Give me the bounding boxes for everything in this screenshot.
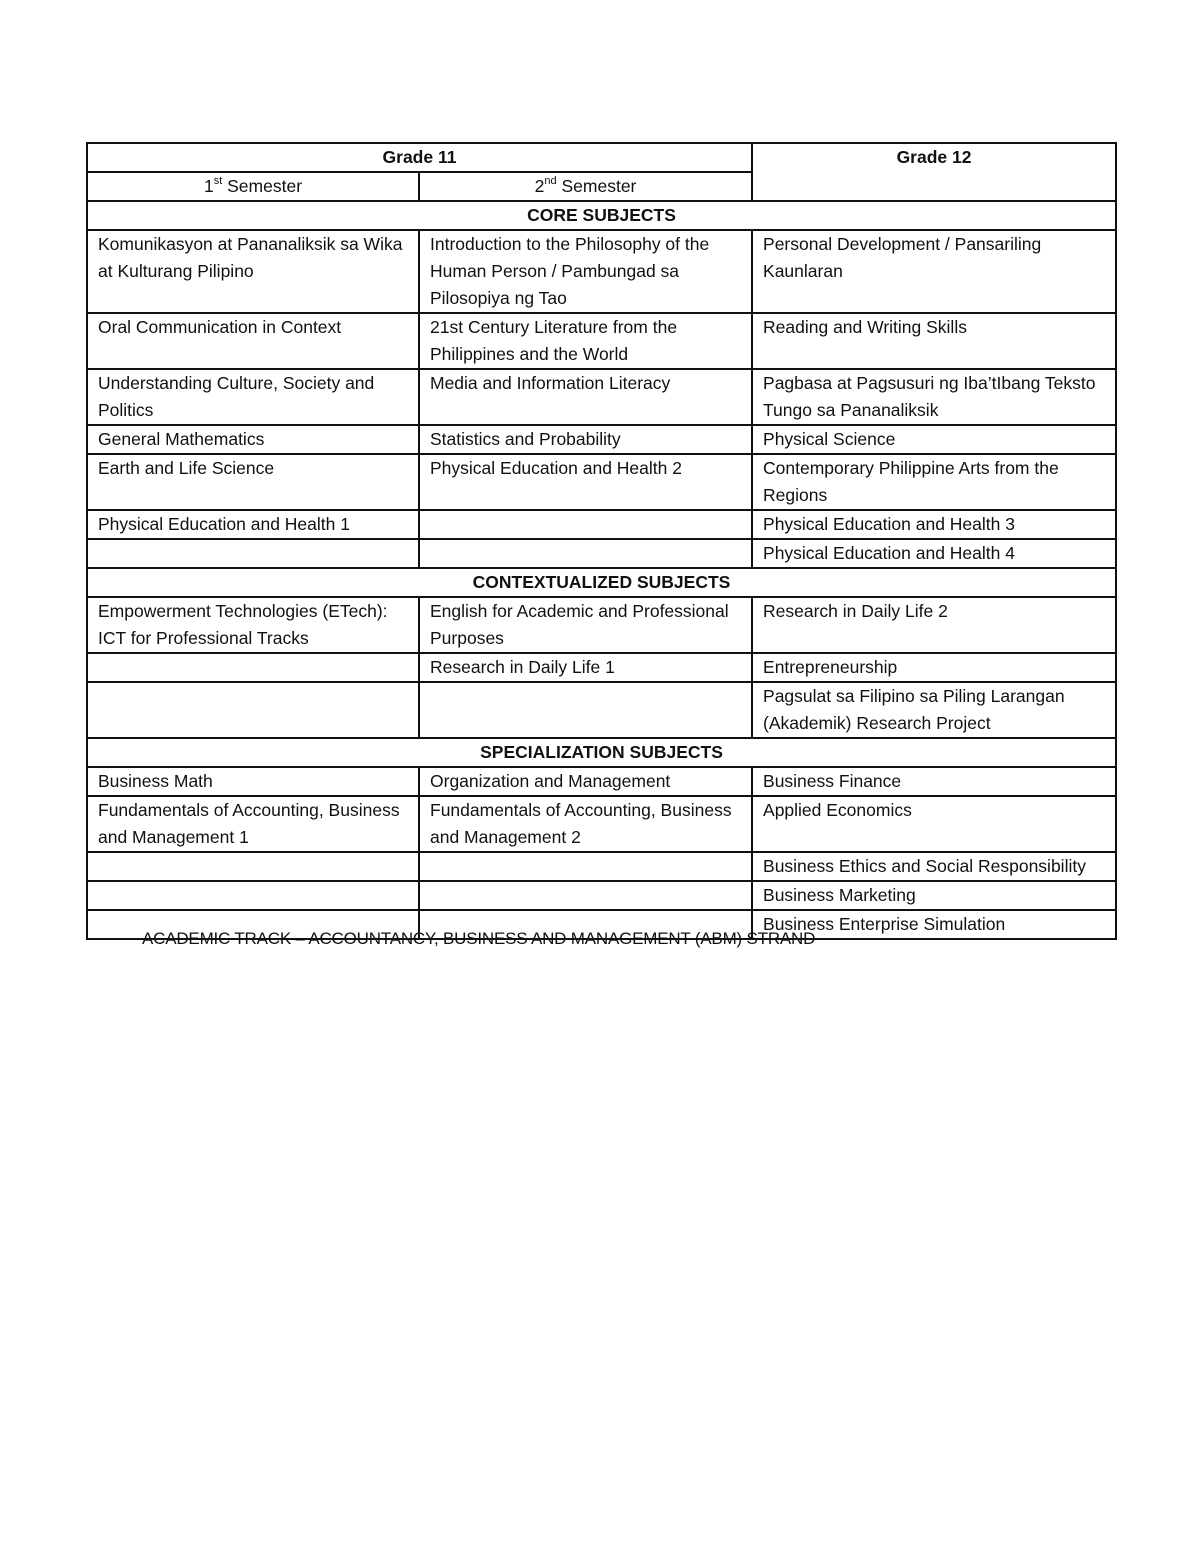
subject-cell-grade11-sem1: Oral Communication in Context — [87, 313, 419, 369]
subject-cell-grade11-sem1 — [87, 852, 419, 881]
subject-cell-grade12: Business Finance — [752, 767, 1116, 796]
subject-cell-grade11-sem2: Media and Information Literacy — [419, 369, 752, 425]
section-header-row — [87, 738, 1116, 767]
section-title: CONTEXTUALIZED SUBJECTS — [87, 568, 1116, 597]
subject-cell-grade12: Research in Daily Life 2 — [752, 597, 1116, 653]
subject-cell-grade12: Business Marketing — [752, 881, 1116, 910]
subject-cell-grade11-sem2 — [419, 682, 752, 738]
subject-cell-grade12: Pagsulat sa Filipino sa Piling Larangan (Akademik) Research Project — [752, 682, 1116, 738]
subject-row — [87, 425, 1116, 454]
subject-cell-grade12: Physical Science — [752, 425, 1116, 454]
subject-cell-grade12: Contemporary Philippine Arts from the Regions — [752, 454, 1116, 510]
subject-row — [87, 313, 1116, 369]
subject-cell-grade12: Personal Development / Pansariling Kaunlaran — [752, 230, 1116, 313]
subject-cell-grade12: Pagbasa at Pagsusuri ng Iba’tIbang Teksto Tungo sa Pananaliksik — [752, 369, 1116, 425]
subject-cell-grade11-sem2 — [419, 539, 752, 568]
subject-row — [87, 230, 1116, 313]
subject-cell-grade12: Business Ethics and Social Responsibility — [752, 852, 1116, 881]
subject-row — [87, 796, 1116, 852]
curriculum-table — [86, 142, 1117, 940]
subject-row — [87, 454, 1116, 510]
subject-cell-grade11-sem1: Physical Education and Health 1 — [87, 510, 419, 539]
subject-cell-grade11-sem2: English for Academic and Professional Purposes — [419, 597, 752, 653]
second-semester-header: 2nd Semester — [419, 172, 752, 201]
section-header-row — [87, 201, 1116, 230]
subject-cell-grade11-sem1 — [87, 653, 419, 682]
subject-cell-grade11-sem1 — [87, 881, 419, 910]
section-title: CORE SUBJECTS — [87, 201, 1116, 230]
grade-header-row — [87, 143, 1116, 172]
subject-cell-grade11-sem1: Empowerment Technologies (ETech): ICT for Professional Tracks — [87, 597, 419, 653]
subject-cell-grade11-sem1: Komunikasyon at Pananaliksik sa Wika at Kulturang Pilipino — [87, 230, 419, 313]
subject-cell-grade12: Physical Education and Health 4 — [752, 539, 1116, 568]
subject-cell-grade12: Applied Economics — [752, 796, 1116, 852]
subject-cell-grade11-sem1: Business Math — [87, 767, 419, 796]
subject-cell-grade11-sem2: Statistics and Probability — [419, 425, 752, 454]
subject-cell-grade11-sem2: Research in Daily Life 1 — [419, 653, 752, 682]
subject-cell-grade11-sem2: Fundamentals of Accounting, Business and Management 2 — [419, 796, 752, 852]
first-semester-header: 1st Semester — [87, 172, 419, 201]
subject-row — [87, 510, 1116, 539]
section-title: SPECIALIZATION SUBJECTS — [87, 738, 1116, 767]
subject-cell-grade12: Entrepreneurship — [752, 653, 1116, 682]
subject-row — [87, 852, 1116, 881]
section-header-row — [87, 568, 1116, 597]
subject-cell-grade11-sem1 — [87, 539, 419, 568]
subject-row — [87, 597, 1116, 653]
subject-row — [87, 682, 1116, 738]
subject-cell-grade12: Business Enterprise Simulation — [752, 910, 1116, 939]
subject-cell-grade11-sem1: Earth and Life Science — [87, 454, 419, 510]
subject-cell-grade11-sem2: Organization and Management — [419, 767, 752, 796]
strand-caption: ACADEMIC TRACK – ACCOUNTANCY, BUSINESS AND MANAGEMENT (ABM) STRAND — [142, 929, 816, 948]
subject-cell-grade12: Physical Education and Health 3 — [752, 510, 1116, 539]
subject-cell-grade11-sem2 — [419, 510, 752, 539]
subject-row — [87, 369, 1116, 425]
subject-cell-grade11-sem2 — [419, 881, 752, 910]
subject-cell-grade11-sem1: Fundamentals of Accounting, Business and Management 1 — [87, 796, 419, 852]
subject-cell-grade11-sem2: 21st Century Literature from the Philippines and the World — [419, 313, 752, 369]
subject-cell-grade11-sem1 — [87, 682, 419, 738]
subject-row — [87, 767, 1116, 796]
subject-row — [87, 539, 1116, 568]
subject-cell-grade11-sem2: Physical Education and Health 2 — [419, 454, 752, 510]
subject-cell-grade12: Reading and Writing Skills — [752, 313, 1116, 369]
subject-cell-grade11-sem1: General Mathematics — [87, 425, 419, 454]
subject-cell-grade11-sem2: Introduction to the Philosophy of the Human Person / Pambungad sa Pilosopiya ng Tao — [419, 230, 752, 313]
subject-row — [87, 881, 1116, 910]
grade-11-header: Grade 11 — [87, 143, 752, 172]
grade-12-header: Grade 12 — [752, 143, 1116, 201]
subject-cell-grade11-sem1: Understanding Culture, Society and Politics — [87, 369, 419, 425]
subject-row — [87, 653, 1116, 682]
subject-cell-grade11-sem2 — [419, 852, 752, 881]
